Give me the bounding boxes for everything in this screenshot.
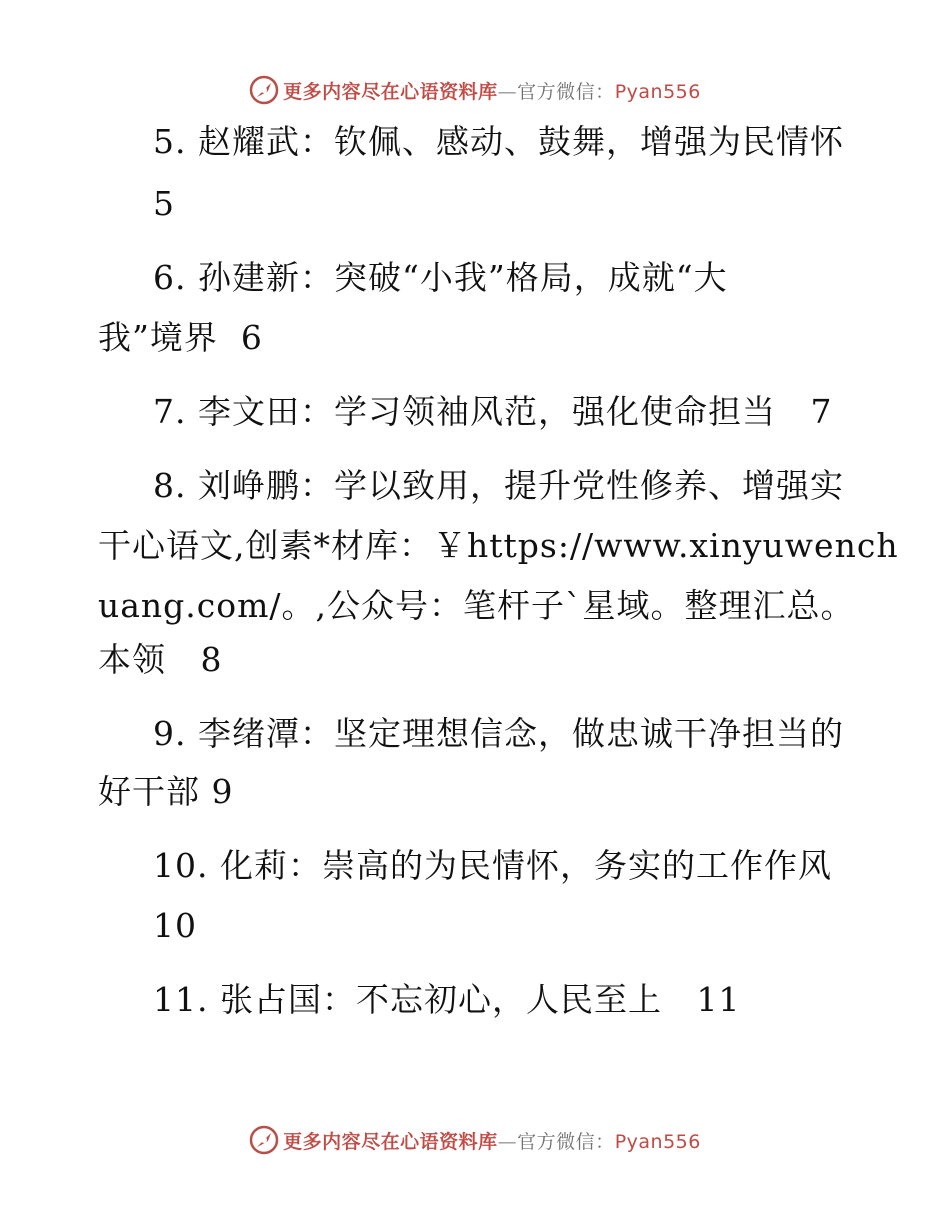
- toc-line: 6. 孙建新：突破“小我”格局，成就“大: [153, 258, 728, 297]
- toc-line: 11. 张占国：不忘初心，人民至上 11: [153, 980, 741, 1019]
- header-dash: —: [497, 80, 518, 103]
- footer-brand: 更多内容尽在心语资料库: [283, 1130, 498, 1153]
- footer-wechat-id: Pyan556: [614, 1130, 701, 1153]
- toc-line: uang.com/。,公众号：笔杆子`星域。整理汇总。: [98, 586, 855, 625]
- quill-logo-icon: [249, 1125, 279, 1155]
- header-wechat-id: Pyan556: [614, 80, 701, 103]
- toc-line: 9. 李绪潭：坚定理想信念，做忠诚干净担当的: [153, 714, 844, 753]
- header-brand: 更多内容尽在心语资料库: [283, 80, 498, 103]
- page-header: [0, 70, 950, 110]
- quill-logo-icon: [249, 75, 279, 105]
- toc-line: 8. 刘峥鹏：学以致用，提升党性修养、增强实: [153, 466, 844, 505]
- toc-line: 好干部 9: [98, 772, 234, 811]
- toc-line: 我”境界 6: [98, 318, 263, 357]
- toc-line: 干心语文,创素*材库：￥https://www.xinyuwench: [98, 526, 899, 565]
- footer-text: [283, 1127, 701, 1154]
- header-wechat-label: 官方微信：: [517, 80, 615, 103]
- toc-line: 本领 8: [98, 640, 223, 679]
- footer-dash: —: [497, 1130, 518, 1153]
- footer-wechat-label: 官方微信：: [517, 1130, 615, 1153]
- toc-line: 10: [153, 906, 197, 945]
- header-text: [283, 77, 701, 104]
- page-footer: [0, 1120, 950, 1160]
- toc-line: 7. 李文田：学习领袖风范，强化使命担当 7: [153, 392, 833, 431]
- toc-line: 5. 赵耀武：钦佩、感动、鼓舞，增强为民情怀: [153, 122, 844, 161]
- toc-line: 5: [153, 184, 175, 223]
- toc-line: 10. 化莉：崇高的为民情怀，务实的工作作风: [153, 846, 832, 885]
